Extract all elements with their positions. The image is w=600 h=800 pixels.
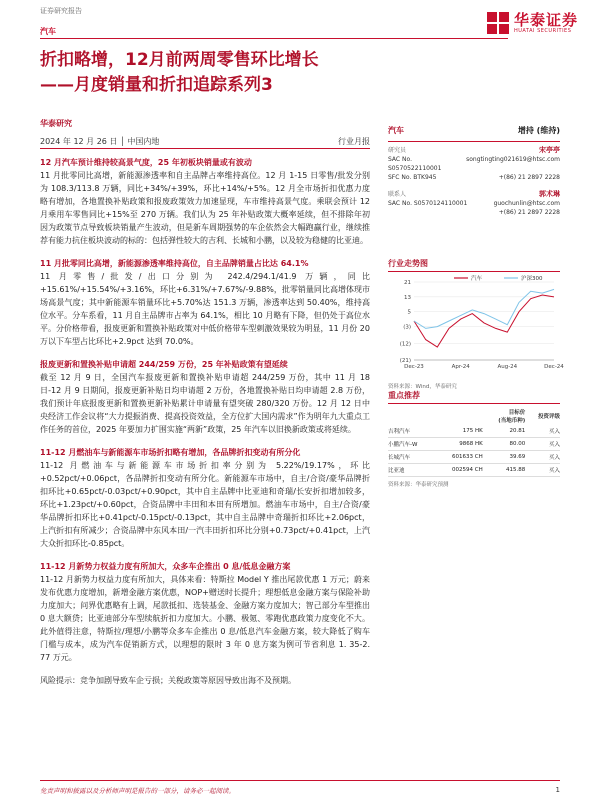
x-tick-label: Dec-23 (404, 364, 424, 370)
analyst-email[interactable]: songtingting021619@htsc.com (466, 156, 560, 163)
key-recommendations (388, 390, 560, 488)
section-body: 11-12 月燃油车与新能源车市场折扣率分别为 5.22%/19.17%，环比+0.52pct/+0.06pct，各品牌折扣变动有所分化。新能源车市场中，自主/合资/豪华品牌折扣环比+0.65pct/-0.03pct/+0.90pct，其中自主品牌中比亚迪和奇瑞/长安折扣增加较多，环比+1.23pct/+0.60pct，合资品牌中丰田和本田有所增加。燃油车市场中，自主/合资/豪华品牌折扣环比+0.41pct/-0.15pct/-0.13pct，其中自主品牌中奇瑞折扣环比+2.06pct，上汽折扣有所减少；合资品牌中东风本田/一汽丰田折扣环比分别+0.73pct/+0.41pct，上汽大众折扣环比-0.85pct。 (40, 461, 370, 548)
y-tick-label: (12) (399, 341, 411, 348)
section-heading: 11-12 月燃油车与新能源车市场折扣略有增加，各品牌折扣变动有所分化 (40, 448, 301, 457)
section-body: 11 月零售/批发/出口分别为 242.4/294.1/41.9 万辆，同比+15.61%/+15.54%/+3.16%，环比+6.31%/+7.67%/-9.88%，批零销量同比高增体现市场高景气度；其中新能源车销量环比+5.70%达 151.3 万辆，渗透率达到 50.40%，维持高位水平。分车系看，11 月自主品牌市占率为 64.1%，相比 10 月略有下降，但仍处于高位水平。分价格带看，报废更新和置换补贴政策对中低价格带车型刺激效果较为明显，11 月份 20 万以下车型占比环比+2.9pct 达到 70.0%。 (40, 272, 370, 346)
report-meta (40, 136, 370, 147)
table-row (388, 451, 560, 464)
series-line-0 (414, 295, 554, 347)
section-block (40, 560, 370, 664)
stock-source: 资料来源：华泰研究预测 (388, 482, 449, 488)
report-type: 行业月报 (338, 137, 370, 146)
report-category: 证券研究报告 (40, 7, 82, 15)
chart-source: 资料来源：Wind，华泰研究 (388, 384, 457, 390)
analyst-name: 宋亭亭 (539, 146, 560, 154)
meta-divider (40, 148, 370, 149)
disclaimer-note: 免责声明和披露以及分析师声明是报告的一部分，请务必一起阅读。 (40, 787, 235, 795)
table-row (388, 438, 560, 451)
risk-warning: 风险提示：竞争加剧导致车企亏损；关税政策等原因导致出海不及预期。 (40, 676, 296, 685)
section-heading: 12 月汽车预计维持较高景气度，25 年初板块销量或有波动 (40, 158, 252, 167)
main-content (40, 153, 370, 687)
analyst-role: 研究员 (388, 147, 407, 154)
x-tick-label: Dec-24 (544, 364, 564, 370)
stock-target: 20.81 (483, 425, 526, 438)
title-line-2: ——月度销量和折扣追踪系列3 (40, 75, 273, 95)
y-tick-label: (21) (399, 358, 411, 364)
stock-rating: 买入 (525, 438, 560, 451)
header-rating: 投资评级 (537, 414, 560, 420)
analyst-phone: +(86) 21 2897 2228 (498, 174, 560, 181)
section-tag: 汽车 (40, 27, 56, 36)
logo-cn: 华泰证券 (513, 10, 578, 29)
section-body: 11 月批零同比高增，新能源渗透率和自主品牌占率维持高位。12 月 1-15 日零售/批发分别为 108.3/113.8 万辆，同比+34%/+39%，环比+14%/+5%。12 月全市场折扣优惠力度略有增加，各地置换补贴政策和报废政策效力加速显现，车市维持高景气度。乘联会预计 12 月乘用车零售同比+15%至 270 万辆。我们认为 25 年补贴政策大概率延续，但不排除年初因为政策节点导致板块销量产生波动，但是新车周期强势的车企依然会大幅跑赢行业，继续推荐有能力抗住板块波动的标的：包括弹性较大的吉利、长城和小鹏，以及较为稳健的比亚迪。 (40, 171, 370, 245)
header-currency: (当地币种) (498, 418, 526, 424)
logo-en: HUATAI SECURITIES (513, 27, 572, 34)
stock-title: 重点推荐 (388, 390, 560, 404)
rating-label: 增持 (维持) (517, 126, 560, 135)
stock-name: 吉利汽车 (388, 425, 434, 438)
title-line-1: 折扣略增，12月前两周零售环比增长 (40, 50, 319, 70)
section-body: 截至 12 月 9 日，全国汽车报废更新和置换补贴申请超 244/259 万份，其中 11 月 18 日-12 月 9 日期间，报废更新补贴日均申请超 2 万份，各地置换补贴日均申请超 2.8 万份，我们预计年底报废更新和置换更新补贴累计申请量有望突破 280/320 万份。12 月 12 日中央经济工作会议将“大力提振消费、提高投资效益，全方位扩大国内需求”作为明年九大重点工作任务的首位，2025 年要加力扩围实施“两新”政策，25 年汽车以旧换新政策或将延续。 (40, 373, 370, 434)
stock-code: 175 HK (434, 425, 482, 438)
legend-label: 沪深300 (521, 276, 543, 282)
section-block (40, 156, 370, 247)
table-row (388, 464, 560, 477)
stock-rating: 买入 (525, 425, 560, 438)
industry-trend-chart (388, 258, 564, 390)
section-heading: 11 月批零同比高增，新能源渗透率维持高位，自主品牌销量占比达 64.1% (40, 259, 309, 268)
stock-target: 415.88 (483, 464, 526, 477)
section-body: 11-12 月新势力权益力度有所加大，具体来看：特斯拉 Model Y 推出尾款优惠 1 万元；蔚来发布优惠力度增加，新增金融方案优惠，NOP+赠送时长提升；理想低息金融方案与保险补助力度加大；问界优惠略有上调，尾款抵扣、选装基金、金融方案力度加大；智己部分车型推出 0 息大额贷；比亚迪部分车型续航折扣力度加大。小鹏、极氪、零跑优惠政策力度变化不大。此外值得注意，特斯拉/理想/小鹏等众多车企推出 0 息/低息汽车金融方案，较大降低了购车门槛与成本，成为汽车促销新方式，以理想的限时 3 年 0 息方案为例可节省利息 1. 35-2. 77 万元。 (40, 575, 370, 662)
analyst-email[interactable]: guochunlin@htsc.com (493, 200, 560, 207)
legend-label: 汽车 (471, 276, 483, 282)
section-block (40, 358, 370, 436)
author: 华泰研究 (40, 119, 72, 128)
header-col1 (388, 407, 434, 425)
analyst-card (388, 146, 560, 182)
stock-name: 长城汽车 (388, 451, 434, 464)
analyst-role: 联系人 (388, 191, 407, 198)
analyst-phone: +(86) 21 2897 2228 (498, 209, 560, 216)
industry-name: 汽车 (388, 126, 404, 135)
page-number: 1 (555, 786, 560, 794)
rating-bar (388, 120, 560, 142)
trend-chart-svg (388, 272, 564, 376)
x-tick-label: Aug-24 (497, 364, 518, 370)
x-tick-label: Apr-24 (451, 364, 470, 370)
stock-code: 9868 HK (434, 438, 482, 451)
header-target-label: 目标价 (508, 410, 526, 416)
section-block (40, 257, 370, 348)
footer-divider (40, 780, 560, 781)
y-tick-label: 13 (404, 294, 411, 301)
stock-code: 002594 CH (434, 464, 482, 477)
y-tick-label: 5 (407, 309, 411, 316)
sidebar (388, 120, 560, 217)
analyst-sac: SAC No. S0570522110001 (388, 156, 442, 172)
report-title (40, 48, 580, 98)
chart-title: 行业走势图 (388, 258, 560, 272)
section-block (40, 446, 370, 550)
company-logo (487, 12, 578, 34)
y-tick-label: 21 (404, 280, 411, 286)
analyst-sac: SAC No. S0570124110001 (388, 200, 468, 207)
table-row (388, 425, 560, 438)
stock-code: 601633 CH (434, 451, 482, 464)
stock-target: 39.69 (483, 451, 526, 464)
stock-rating: 买入 (525, 464, 560, 477)
logo-mark-icon (487, 12, 509, 34)
analyst-name: 郭术琳 (539, 190, 560, 198)
header-col2 (434, 407, 482, 425)
tag-divider (40, 38, 508, 39)
report-date: 2024 年 12 月 26 日 │ 中国内地 (40, 137, 160, 146)
y-tick-label: (3) (403, 324, 411, 331)
header-target (483, 407, 526, 425)
stock-table (388, 407, 560, 477)
stock-name: 小鹏汽车-W (388, 438, 434, 451)
analyst-card (388, 190, 560, 217)
stock-rating: 买入 (525, 451, 560, 464)
section-heading: 报废更新和置换补贴申请超 244/259 万份，25 年补贴政策有望延续 (40, 360, 288, 369)
analyst-sfc: SFC No. BTK945 (388, 174, 437, 181)
section-heading: 11-12 月新势力权益力度有所加大，众多车企推出 0 息/低息金融方案 (40, 562, 291, 571)
stock-name: 比亚迪 (388, 464, 434, 477)
stock-target: 80.00 (483, 438, 526, 451)
